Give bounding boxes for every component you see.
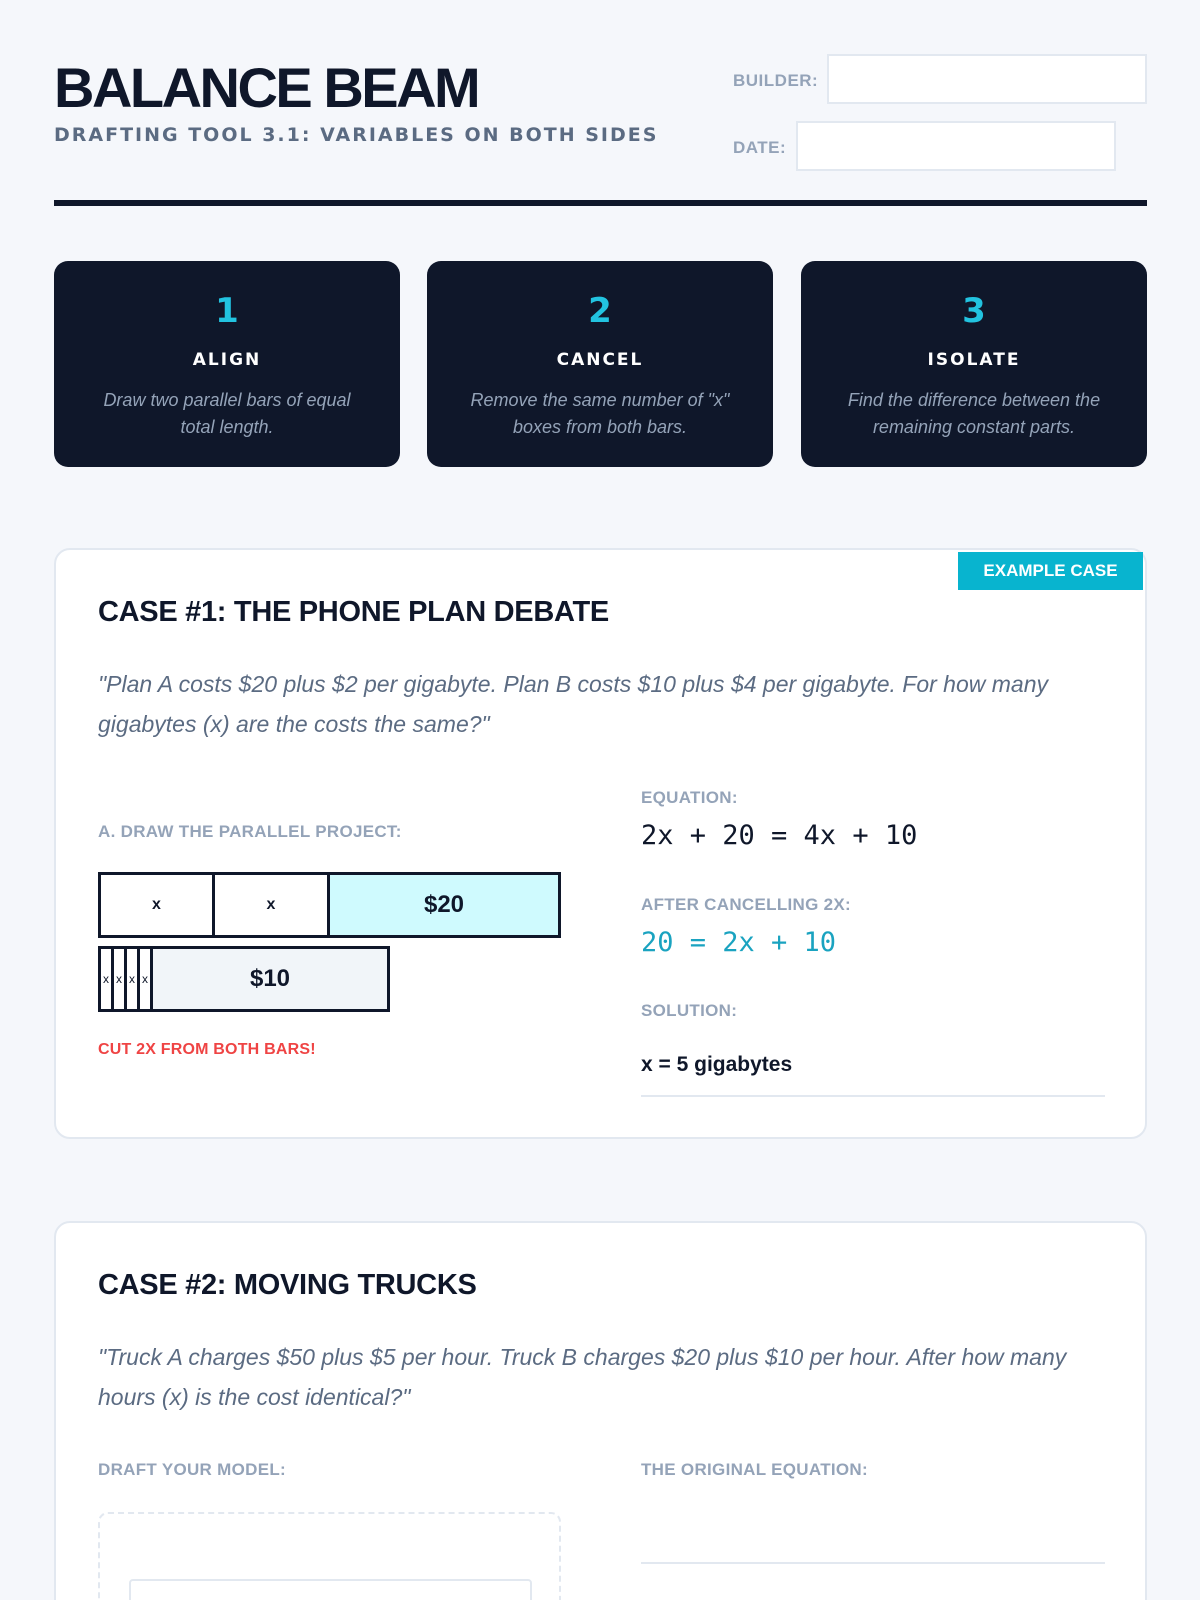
model-label: A. DRAW THE PARALLEL PROJECT:: [98, 822, 402, 841]
builder-field[interactable]: [827, 54, 1147, 104]
date-field[interactable]: [796, 121, 1116, 171]
after-cancel-equation: 20 = 2x + 10: [641, 927, 837, 958]
draft-bar-placeholder: [129, 1579, 532, 1600]
date-label: DATE:: [733, 138, 787, 157]
case-card-1: [54, 548, 1147, 1139]
equation-text: 2x + 20 = 4x + 10: [641, 820, 918, 851]
bar-plan-b: [98, 946, 390, 1012]
draft-model-label: DRAFT YOUR MODEL:: [98, 1460, 286, 1479]
draft-model-area[interactable]: [98, 1512, 561, 1600]
step-title: ALIGN: [192, 350, 262, 370]
step-card-cancel: [427, 261, 773, 467]
case-problem-quote: "Truck A charges $50 plus $5 per hour. Truck B charges $20 plus $10 per hour. After how many hours (x) is the cost identical?": [98, 1344, 1067, 1410]
step-number: 1: [215, 291, 239, 331]
step-card-align: [54, 261, 400, 467]
step-description: Draw two parallel bars of equal total length.: [103, 390, 351, 437]
step-title: CANCEL: [556, 350, 644, 370]
case-title: CASE #2: MOVING TRUCKS: [98, 1269, 477, 1301]
step-title: ISOLATE: [927, 350, 1021, 370]
original-equation-line[interactable]: [641, 1562, 1105, 1564]
bar-x-box: x: [101, 949, 114, 1009]
cut-warning: CUT 2X FROM BOTH BARS!: [98, 1041, 316, 1058]
step-number: 3: [962, 291, 986, 331]
step-number: 2: [588, 291, 612, 331]
bar-x-box: x: [114, 949, 127, 1009]
equation-label: EQUATION:: [641, 788, 738, 807]
page-subtitle: DRAFTING TOOL 3.1: VARIABLES ON BOTH SIDES: [54, 124, 659, 146]
bar-constant-20: $20: [330, 875, 558, 935]
header-divider: [54, 200, 1147, 206]
builder-label: BUILDER:: [733, 71, 819, 90]
case-title: CASE #1: THE PHONE PLAN DEBATE: [98, 596, 609, 628]
page-title: BALANCE BEAM: [54, 56, 479, 119]
step-card-isolate: [801, 261, 1147, 467]
solution-underline: [641, 1095, 1105, 1097]
bar-x-box: x: [127, 949, 140, 1009]
step-description: Find the difference between the remaining constant parts.: [847, 390, 1101, 437]
solution-text: x = 5 gigabytes: [641, 1053, 793, 1076]
bar-x-box: x: [215, 875, 330, 935]
case-problem-quote: "Plan A costs $20 plus $2 per gigabyte. Plan B costs $10 plus $4 per gigabyte. For how many gigabytes (x) are the costs the same?": [98, 671, 1049, 737]
original-equation-label: THE ORIGINAL EQUATION:: [641, 1460, 868, 1479]
bar-plan-a: [98, 872, 561, 938]
worksheet-header: [54, 58, 1147, 208]
bar-x-box: x: [140, 949, 153, 1009]
after-cancel-label: AFTER CANCELLING 2X:: [641, 895, 851, 914]
case-card-2: [54, 1221, 1147, 1600]
bar-x-box: x: [101, 875, 215, 935]
steps-row: [54, 261, 1147, 467]
step-description: Remove the same number of "x" boxes from both bars.: [470, 390, 730, 437]
solution-label: SOLUTION:: [641, 1001, 738, 1020]
bar-constant-10: $10: [153, 949, 387, 1009]
example-badge: EXAMPLE CASE: [958, 552, 1143, 590]
